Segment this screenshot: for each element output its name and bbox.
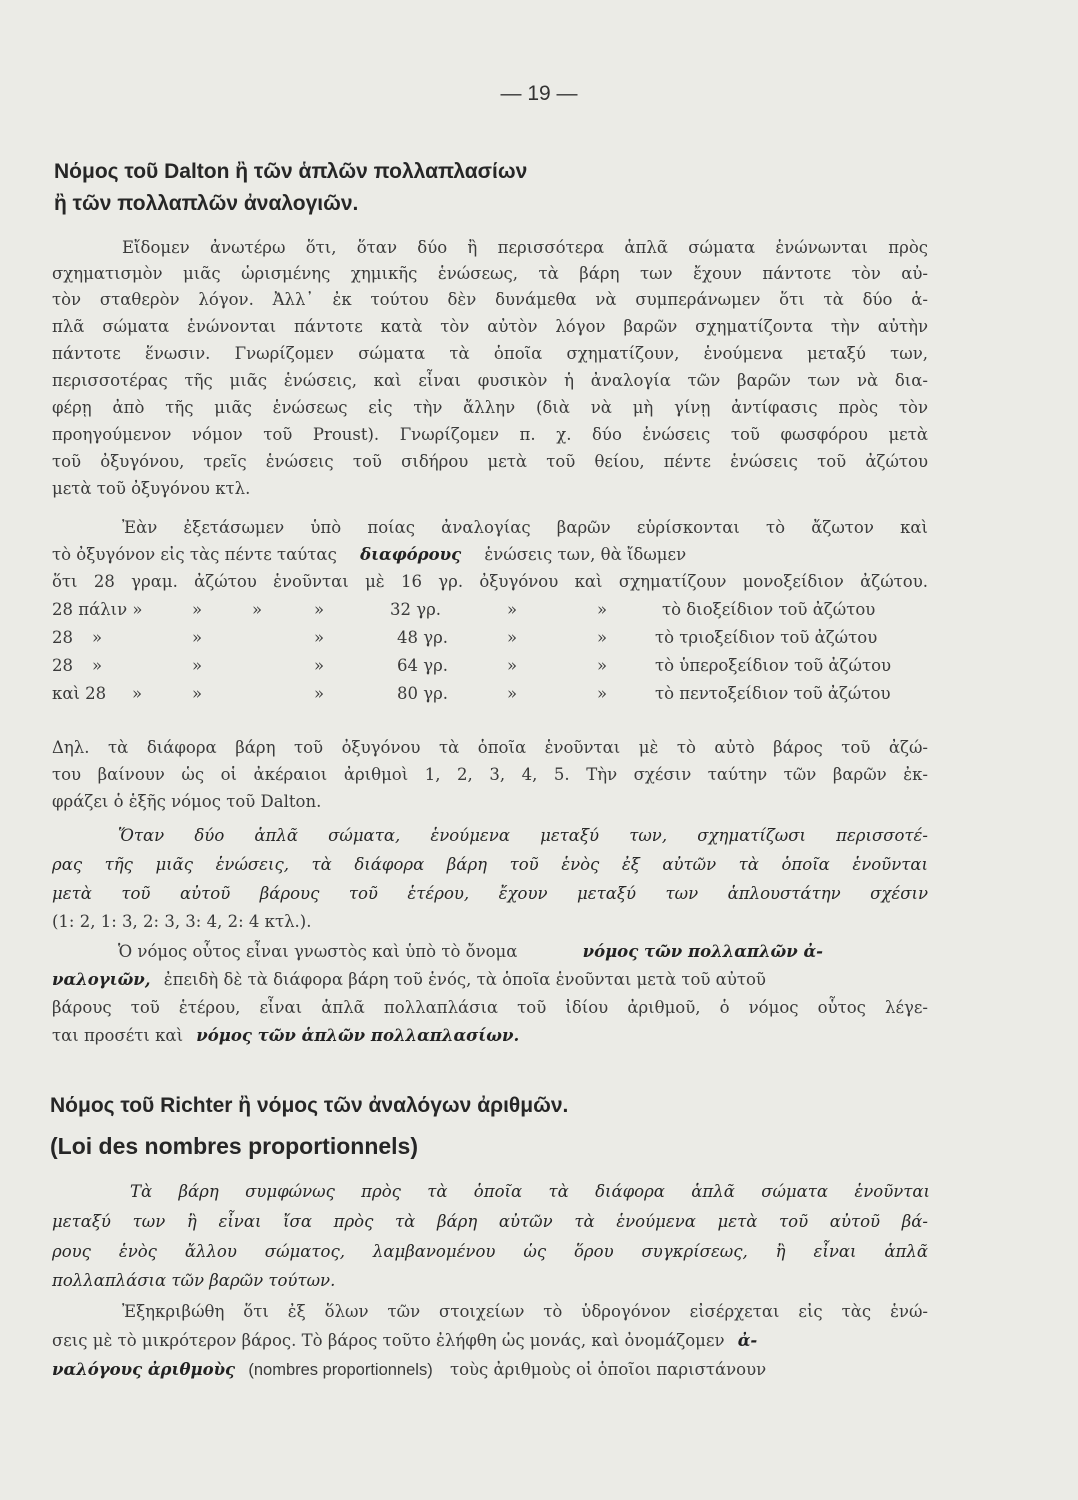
table-row — [52, 628, 932, 654]
text-line: του βαίνουν ὡς οἱ ἀκέραιοι ἀριθμοὶ 1, 2, 3, 4, 5. Τὴν σχέσιν ταύτην τῶν βαρῶν ἐκ- — [52, 765, 928, 784]
ditto-mark: » — [92, 628, 103, 647]
text-line: προηγούμενον νόμον τοῦ Proust). Γνωρίζομεν π. χ. δύο ἑνώσεις τοῦ φωσφόρου μετὰ — [52, 425, 928, 444]
oxide-name: τὸ ὑπεροξείδιον τοῦ ἀζώτου — [655, 656, 892, 675]
text-run: ἐπειδὴ δὲ τὰ διάφορα βάρη τοῦ ἑνός, τὰ ὁποῖα ἑνοῦνται μετὰ τοῦ αὐτοῦ — [163, 970, 766, 989]
law-statement-line: Τὰ βάρη συμφώνως πρὸς τὰ ὁποῖα τὰ διάφορα ἁπλᾶ σώματα ἑνοῦνται — [130, 1182, 930, 1201]
emphasis-term: ναλόγους ἀριθμοὺς — [52, 1360, 236, 1379]
text-line: περισσοτέρας τῆς μιᾶς ἑνώσεις, καὶ εἶναι φυσικὸν ἡ ἀναλογία τῶν βαρῶν των νὰ δια- — [52, 371, 928, 390]
law-ratios: (1: 2, 1: 3, 2: 3, 3: 4, 2: 4 κτλ.). — [52, 912, 312, 931]
ditto-mark: » — [314, 628, 325, 647]
french-term: (nombres proportionnels) — [248, 1361, 433, 1379]
ditto-mark: » — [192, 628, 203, 647]
row-label: καὶ 28 — [52, 684, 107, 703]
ditto-mark: » — [597, 600, 608, 619]
emphasis-law-name: νόμος τῶν πολλαπλῶν ἀ- — [582, 942, 824, 961]
ditto-mark: » — [507, 656, 518, 675]
text-line-mixed — [52, 970, 928, 989]
text-line-mixed — [52, 545, 928, 564]
section-subtitle-french: (Loi des nombres proportionnels) — [50, 1133, 419, 1159]
section-title-dalton: Νόμος τοῦ Dalton ἢ τῶν ἁπλῶν πολλαπλασίων — [54, 160, 528, 183]
law-statement-line: μεταξύ των ἢ εἶναι ἴσα πρὸς τὰ βάρη αὐτῶν τὰ ἑνούμενα μετὰ τοῦ αὐτοῦ βά- — [52, 1212, 928, 1231]
law-statement-line: ρους ἑνὸς ἄλλου σώματος, λαμβανομένου ὡς ὅρου συγκρίσεως, ἢ εἶναι ἁπλᾶ — [52, 1242, 928, 1261]
row-label: 28 — [52, 628, 73, 647]
oxide-name: τὸ τριοξείδιον τοῦ ἀζώτου — [655, 628, 878, 647]
text-line: Ἐξηκριβώθη ὅτι ἐξ ὅλων τῶν στοιχείων τὸ ὑδρογόνον εἰσέρχεται εἰς τὰς ἑνώ- — [122, 1302, 928, 1321]
ditto-mark: » — [314, 656, 325, 675]
ditto-mark: » — [507, 684, 518, 703]
row-label: 28 πάλιν » — [52, 600, 143, 619]
table-row — [52, 684, 932, 710]
text-line: Ἐὰν ἐξετάσωμεν ὑπὸ ποίας ἀναλογίας βαρῶν εὑρίσκονται τὸ ἄζωτον καὶ — [122, 518, 928, 537]
text-line-mixed — [52, 1331, 928, 1350]
grams-value: 32 γρ. — [390, 600, 442, 619]
ditto-mark: » — [314, 684, 325, 703]
ditto-mark: » — [252, 600, 263, 619]
emphasis-law-name: ναλογιῶν, — [52, 970, 151, 989]
page-number: — 19 — — [500, 82, 578, 105]
ditto-mark: » — [192, 600, 203, 619]
text-line: ὅτι 28 γραμ. ἀζώτου ἑνοῦνται μὲ 16 γρ. ὀξυγόνου καὶ σχηματίζουν μονοξείδιον ἀζώτου. — [52, 572, 928, 591]
grams-value: 80 γρ. — [397, 684, 449, 703]
law-statement-line: ρας τῆς μιᾶς ἑνώσεις, τὰ διάφορα βάρη τοῦ ἑνὸς ἐξ αὐτῶν τὰ ὁποῖα ἑνοῦνται — [52, 855, 928, 874]
text-line: φράζει ὁ ἑξῆς νόμος τοῦ Dalton. — [52, 792, 322, 811]
law-statement-line: Ὅταν δύο ἁπλᾶ σώματα, ἑνούμενα μεταξύ των, σχηματίζωσι περισσοτέ- — [118, 826, 928, 845]
law-statement-line: πολλαπλάσια τῶν βαρῶν τούτων. — [52, 1271, 336, 1290]
text-line: βάρους τοῦ ἑτέρου, εἶναι ἁπλᾶ πολλαπλάσια τοῦ ἰδίου ἀριθμοῦ, ὁ νόμος οὗτος λέγε- — [52, 998, 928, 1017]
emphasis-law-name: νόμος τῶν ἁπλῶν πολλαπλασίων. — [196, 1026, 520, 1045]
ditto-mark: » — [314, 600, 325, 619]
text-line-mixed — [52, 1360, 928, 1380]
ditto-mark: » — [92, 656, 103, 675]
text-line-mixed — [118, 942, 928, 961]
emphasis-different: διαφόρους — [360, 545, 462, 564]
text-line: Δηλ. τὰ διάφορα βάρη τοῦ ὀξυγόνου τὰ ὁποῖα ἑνοῦνται μὲ τὸ αὐτὸ βάρος τοῦ ἀζώ- — [52, 738, 928, 757]
text-line: πλᾶ σώματα ἑνώνονται πάντοτε κατὰ τὸν αὐτὸν λόγον βαρῶν σχηματίζοντα τὴν αὐτὴν — [52, 317, 928, 336]
ditto-mark: » — [507, 628, 518, 647]
row-label: 28 — [52, 656, 73, 675]
ditto-mark: » — [597, 628, 608, 647]
section-title-richter: Νόμος τοῦ Richter ἢ νόμος τῶν ἀναλόγων ἀριθμῶν. — [50, 1094, 569, 1117]
text-run: ἑνώσεις των, θὰ ἴδωμεν — [484, 545, 687, 564]
ditto-mark: » — [132, 684, 143, 703]
text-line-mixed — [52, 1026, 928, 1045]
text-line: φέρῃ ἀπὸ τῆς μιᾶς ἑνώσεως εἰς τὴν ἄλλην (διὰ νὰ μὴ γίνῃ ἀντίφασις πρὸς τὸν — [52, 398, 928, 417]
oxide-name: τὸ πεντοξείδιον τοῦ ἀζώτου — [655, 684, 891, 703]
text-run: τοὺς ἀριθμοὺς οἱ ὁποῖοι παριστάνουν — [449, 1360, 767, 1379]
ditto-mark: » — [507, 600, 518, 619]
text-line: μετὰ τοῦ ὀξυγόνου κτλ. — [52, 479, 251, 498]
table-row — [52, 600, 932, 626]
section-title-dalton-line2: ἢ τῶν πολλαπλῶν ἀναλογιῶν. — [54, 192, 359, 215]
ditto-mark: » — [192, 684, 203, 703]
text-line: πάντοτε ἕνωσιν. Γνωρίζομεν σώματα τὰ ὁποῖα σχηματίζουν, ἑνούμενα μεταξύ των, — [52, 344, 928, 363]
text-line: τὸν σταθερὸν λόγον. Ἀλλ᾽ ἐκ τούτου δὲν δυνάμεθα νὰ συμπεράνωμεν ὅτι τὰ δύο ἁ- — [52, 290, 928, 309]
ditto-mark: » — [597, 656, 608, 675]
oxide-name: τὸ διοξείδιον τοῦ ἀζώτου — [662, 600, 876, 619]
ditto-mark: » — [192, 656, 203, 675]
law-statement-line: μετὰ τοῦ αὐτοῦ βάρους τοῦ ἑτέρου, ἔχουν μεταξύ των ἁπλουστάτην σχέσιν — [52, 884, 928, 903]
text-line: τοῦ ὀξυγόνου, τρεῖς ἑνώσεις τοῦ σιδήρου μετὰ τοῦ θείου, πέντε ἑνώσεις τοῦ ἀζώτου — [52, 452, 928, 471]
emphasis-term: ἀ- — [737, 1331, 758, 1350]
ditto-mark: » — [597, 684, 608, 703]
grams-value: 64 γρ. — [397, 656, 449, 675]
text-line: Εἴδομεν ἀνωτέρω ὅτι, ὅταν δύο ἢ περισσότερα ἁπλᾶ σώματα ἑνώνωνται πρὸς — [122, 238, 928, 257]
text-run: Ὁ νόμος οὗτος εἶναι γνωστὸς καὶ ὑπὸ τὸ ὄνομα — [118, 942, 518, 961]
text-line: σχηματισμὸν μιᾶς ὡρισμένης χημικῆς ἑνώσεως, τὰ βάρη των ἔχουν πάντοτε τὸν αὐ- — [52, 264, 928, 283]
text-run: τὸ ὀξυγόνον εἰς τὰς πέντε ταύτας — [52, 545, 337, 564]
table-row — [52, 656, 932, 682]
grams-value: 48 γρ. — [397, 628, 449, 647]
text-run: σεις μὲ τὸ μικρότερον βάρος. Τὸ βάρος τοῦτο ἐλήφθη ὡς μονάς, καὶ ὀνομάζομεν — [52, 1331, 725, 1350]
text-run: ται προσέτι καὶ — [52, 1026, 184, 1045]
